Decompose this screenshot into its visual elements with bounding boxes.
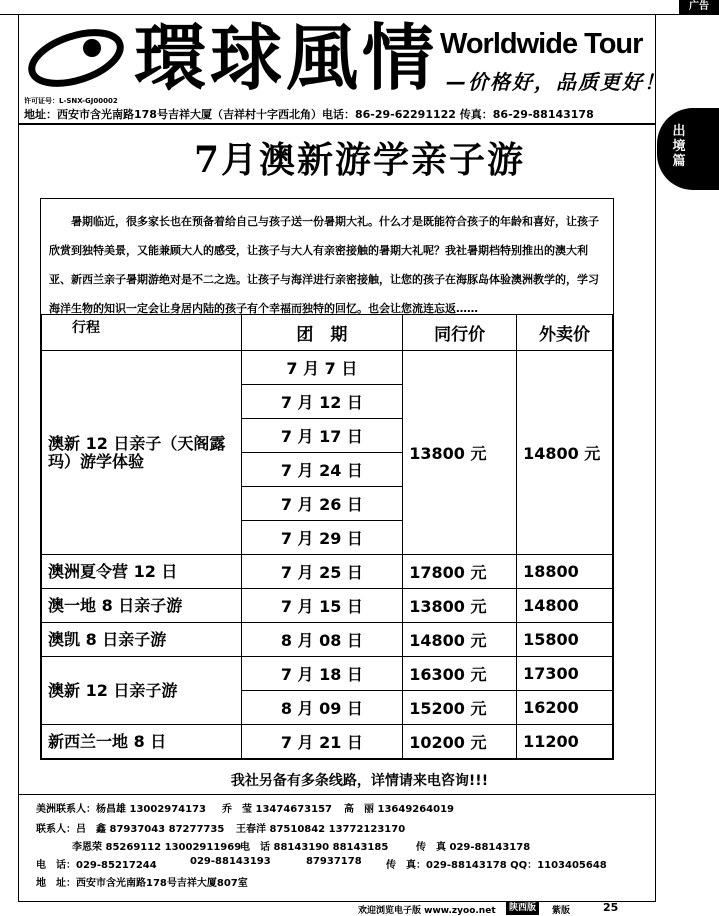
- retail-price-cell: 16200: [517, 691, 613, 725]
- header-retail-price: 外卖价: [517, 315, 613, 351]
- contact-wang: 王春洋 87510842 13772123170: [236, 824, 406, 835]
- date-cell: 7 月 29 日: [241, 521, 403, 555]
- contact-phone: 电 话：029-85217244: [36, 860, 157, 871]
- tour-table: [41, 314, 613, 759]
- more-routes-note: 我社另备有多条线路，详情请来电咨询!!!: [230, 773, 489, 789]
- contact-divider: [18, 794, 656, 795]
- table-header-row: [42, 315, 613, 351]
- table-row: [42, 657, 613, 691]
- header-divider: [18, 123, 656, 125]
- footer-section: 紫版: [552, 906, 571, 916]
- retail-price-cell: 15800: [517, 623, 613, 657]
- peer-price-cell: 13800 元: [403, 351, 517, 555]
- contact-qiao: 乔 莹 13474673157: [222, 804, 333, 815]
- table-row: [42, 725, 613, 759]
- date-cell: 7 月 18 日: [241, 657, 403, 691]
- table-row: [42, 623, 613, 657]
- peer-price-cell: 16300 元: [403, 657, 517, 691]
- footer-edition: 陕西版: [506, 902, 539, 915]
- footer-site: 欢迎浏览电子版 www.zyoo.net: [358, 906, 496, 916]
- peer-price-cell: 10200 元: [403, 725, 517, 759]
- contact-phone-alt: 029-88143193: [190, 856, 271, 867]
- brand-name: 環球風情: [134, 15, 439, 100]
- date-cell: 8 月 08 日: [241, 623, 403, 657]
- contact-americas: 美洲联系人：杨昌雄 13002974173: [36, 804, 207, 815]
- page-number: 25: [603, 901, 619, 914]
- intro-paragraph: 暑期临近，很多家长也在预备着给自己与孩子送一份暑期大礼。什么才是既能符合孩子的年龄和喜好，让孩子欣赏到独特美景，又能兼顾大人的感受，让孩子与大人有亲密接触的暑期大礼呢？我社暑期档特别推出的澳大利亚、新西兰亲子暑期游绝对是不二之选。让孩子与海洋进行亲密接触，让您的孩子在海豚岛体验澳洲教学的，学习海洋生物的知识一定会让身居内陆的孩子有个幸福而独特的回忆。也会让您流连忘返……: [49, 215, 599, 315]
- globe-logo-icon: [26, 20, 126, 90]
- header-dates: 团 期: [241, 315, 403, 351]
- route-cell: 澳新 12 日亲子（天阁露玛）游学体验: [42, 351, 242, 555]
- intro-text: [49, 207, 609, 323]
- header-route: 行程: [42, 315, 242, 351]
- tour-box: [40, 198, 614, 760]
- route-cell: 澳新 12 日亲子游: [42, 657, 242, 725]
- date-cell: 7 月 7 日: [241, 351, 403, 385]
- peer-price-cell: 17800 元: [403, 555, 517, 589]
- retail-price-cell: 14800 元: [517, 351, 613, 555]
- contact-phone-short: 87937178: [306, 856, 362, 867]
- date-cell: 7 月 17 日: [241, 419, 403, 453]
- page-title: 7月澳新游学亲子游: [193, 139, 526, 181]
- contact-lv: 联系人：吕 鑫 87937043 87277735: [36, 824, 225, 835]
- section-tab-label: 出境篇: [672, 124, 686, 169]
- table-row: [42, 351, 613, 385]
- retail-price-cell: 11200: [517, 725, 613, 759]
- route-cell: 新西兰一地 8 日: [42, 725, 242, 759]
- page-footer: [330, 902, 719, 916]
- date-cell: 8 月 09 日: [241, 691, 403, 725]
- date-cell: 7 月 21 日: [241, 725, 403, 759]
- route-cell: 澳一地 8 日亲子游: [42, 589, 242, 623]
- table-row: [42, 589, 613, 623]
- contact-fax-qq: 传 真：029-88143178 QQ：1103405648: [386, 860, 607, 871]
- date-cell: 7 月 15 日: [241, 589, 403, 623]
- contact-fax-2: 传 真 029-88143178: [416, 842, 531, 853]
- route-cell: 澳洲夏令营 12 日: [42, 555, 242, 589]
- license-number: 许可证号：L-SNX-GJ00002: [24, 97, 118, 105]
- retail-price-cell: 18800: [517, 555, 613, 589]
- peer-price-cell: 15200 元: [403, 691, 517, 725]
- contact-gao: 高 丽 13649264019: [344, 804, 455, 815]
- table-row: [42, 555, 613, 589]
- contact-li: 李恩荣 85269112 13002911969: [72, 842, 242, 853]
- brand-name-english: Worldwide Tour: [440, 28, 643, 60]
- peer-price-cell: 13800 元: [403, 589, 517, 623]
- retail-price-cell: 17300: [517, 657, 613, 691]
- date-cell: 7 月 26 日: [241, 487, 403, 521]
- header-address: 地址：西安市含光南路178号吉祥大厦（吉祥村十字西北角）电话：86-29-62291122 传真：86-29-88143178: [24, 108, 594, 121]
- retail-price-cell: 14800: [517, 589, 613, 623]
- contact-address: 地 址：西安市含光南路178号吉祥大厦807室: [36, 878, 248, 889]
- date-cell: 7 月 24 日: [241, 453, 403, 487]
- header-peer-price: 同行价: [403, 315, 517, 351]
- ad-tag: 广告: [679, 0, 719, 14]
- slogan: —价格好，品质更好！: [446, 70, 666, 94]
- peer-price-cell: 14800 元: [403, 623, 517, 657]
- route-cell: 澳凯 8 日亲子游: [42, 623, 242, 657]
- date-cell: 7 月 25 日: [241, 555, 403, 589]
- date-cell: 7 月 12 日: [241, 385, 403, 419]
- contact-phone-2: 电 话 88143190 88143185: [240, 842, 389, 853]
